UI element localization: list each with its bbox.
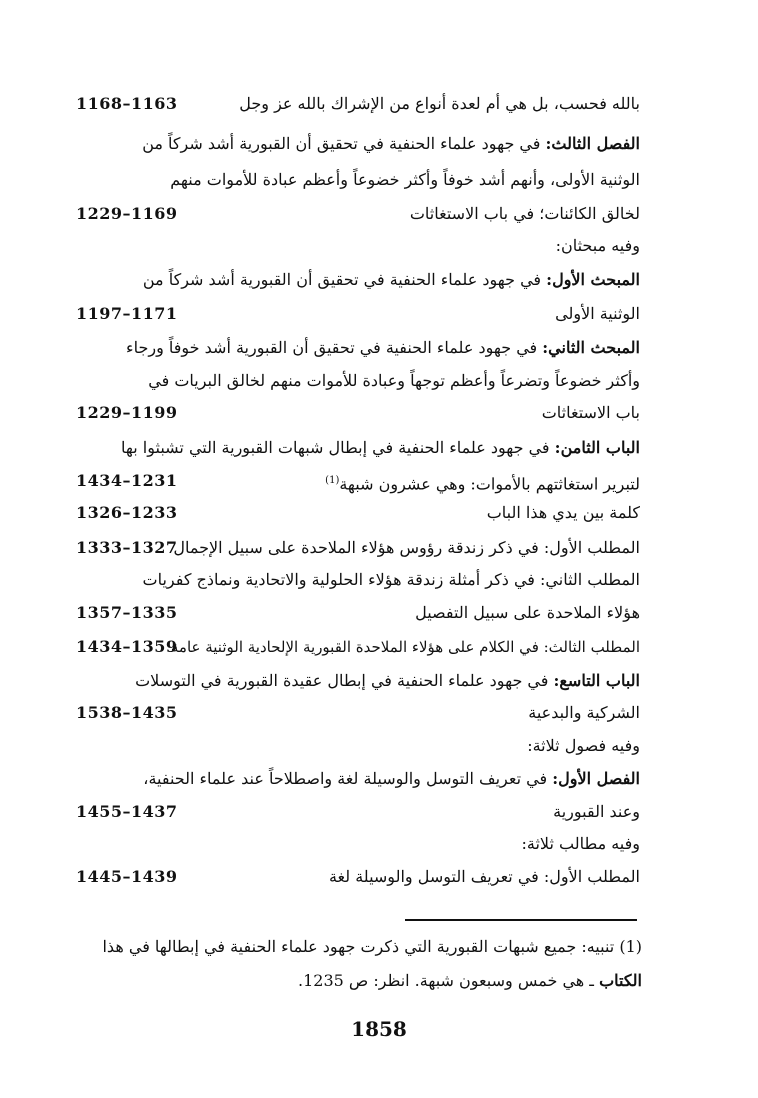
toc-entry — [70, 230, 640, 262]
page-range: 1333–1327 — [76, 538, 178, 557]
page-range: 1229–1169 — [76, 204, 178, 223]
footnote-line — [70, 930, 642, 964]
entry-text: المطلب الثاني: في ذكر أمثلة زندقة هؤلاء الحلولية والاتحادية ونماذج كفريات — [142, 570, 640, 589]
toc-entry — [70, 164, 640, 196]
toc-entry — [70, 597, 640, 629]
toc-entry — [70, 465, 640, 497]
section-label: المبحث الأول: — [546, 270, 640, 289]
toc-entry — [70, 198, 640, 230]
entry-text: كلمة بين يدي هذا الباب — [486, 503, 640, 522]
toc-entry — [70, 497, 640, 529]
page-range: 1434–1359 — [76, 637, 178, 656]
toc-entry — [70, 796, 640, 828]
entry-text: وعند القبورية — [553, 802, 640, 821]
section-label: الباب الثامن: — [554, 438, 640, 457]
page-range: 1434–1231 — [76, 471, 178, 490]
toc-entry — [70, 861, 640, 893]
entry-text: في جهود علماء الحنفية في تحقيق أن القبورية أشد شركاً من — [142, 270, 547, 289]
footnote-marker: (1) — [325, 475, 340, 486]
page-range: 1455–1437 — [76, 802, 178, 821]
toc-entry — [70, 298, 640, 330]
footnote-bold-word: الكتاب — [599, 971, 642, 990]
footnote-line — [70, 964, 642, 998]
entry-text: الوثنية الأولى — [555, 304, 640, 323]
entry-text: باب الاستغاثات — [541, 403, 640, 422]
entry-text: في جهود علماء الحنفية في إبطال عقيدة القبورية في التوسلات — [135, 671, 554, 690]
entry-text: المطلب الأول: في ذكر زندقة رؤوس هؤلاء الملاحدة على سبيل الإجمال — [173, 538, 640, 557]
entry-text: لخالق الكائنات؛ في باب الاستغاثات — [409, 204, 640, 223]
page-range: 1538–1435 — [76, 703, 178, 722]
section-label: الفصل الأول: — [552, 769, 640, 788]
entry-text: في جهود علماء الحنفية في تحقيق أن القبورية أشد شركاً من — [142, 134, 546, 153]
page-range: 1357–1335 — [76, 603, 178, 622]
entry-text: هؤلاء الملاحدة على سبيل التفصيل — [415, 603, 640, 622]
entry-text: في جهود علماء الحنفية في تحقيق أن القبورية أشد خوفاً ورجاء — [126, 338, 543, 357]
entry-text: المطلب الثالث: في الكلام على هؤلاء الملاحدة القبورية الإلحادية الوثنية عامة — [170, 638, 640, 656]
entry-text: المطلب الأول: في تعريف التوسل والوسيلة لغة — [328, 867, 640, 886]
entry-text: وفيه فصول ثلاثة: — [527, 736, 640, 755]
page-range: 1197–1171 — [76, 304, 178, 323]
page-range: 1229–1199 — [76, 403, 178, 422]
toc-entry — [70, 88, 640, 120]
section-label: الباب التاسع: — [553, 671, 640, 690]
section-label: الفصل الثالث: — [545, 134, 640, 153]
entry-text: في تعريف التوسل والوسيلة لغة واصطلاحاً عند علماء الحنفية، — [143, 769, 553, 788]
page-range: 1445–1439 — [76, 867, 178, 886]
page-range: 1326–1233 — [76, 503, 178, 522]
section-label: المبحث الثاني: — [542, 338, 640, 357]
toc-entry — [70, 828, 640, 860]
toc-entry — [70, 763, 640, 795]
entry-text: بالله فحسب، بل هي أم لعدة أنواع من الإشراك بالله عز وجل — [239, 94, 640, 113]
toc-entry — [70, 730, 640, 762]
entry-text: وأكثر خضوعاً وتضرعاً وأعظم توجهاً وعبادة للأموات منهم لخالق البريات في — [148, 371, 640, 390]
toc-entry — [70, 564, 640, 596]
toc-entry — [70, 397, 640, 429]
entry-text: الشركية والبدعية — [528, 703, 640, 722]
entry-text: وفيه مبحثان: — [555, 236, 640, 255]
footnote-text: (1) تنبيه: جميع شبهات القبورية التي ذكرت جهود علماء الحنفية في إبطالها في هذا — [102, 937, 642, 956]
entry-text: وفيه مطالب ثلاثة: — [521, 834, 640, 853]
toc-entry — [70, 697, 640, 729]
page-range: 1168–1163 — [76, 94, 178, 113]
entry-text: الوثنية الأولى، وأنهم أشد خوفاً وأكثر خضوعاً وأعظم عبادة للأموات منهم — [170, 170, 640, 189]
toc-entry — [70, 128, 640, 160]
footnote-divider — [405, 919, 637, 921]
toc-entry — [70, 532, 640, 564]
entry-text: لتبرير استغاثتهم بالأموات: وهي عشرون شبهة — [339, 474, 640, 494]
toc-entry — [70, 264, 640, 296]
entry-text: في جهود علماء الحنفية في إبطال شبهات القبورية التي تشبثوا بها — [121, 438, 555, 457]
page-number: 1858 — [351, 1017, 407, 1041]
toc-entry — [70, 332, 640, 364]
toc-entry — [70, 631, 640, 663]
footnote-text: ـ هي خمس وسبعون شبهة. انظر: ص 1235. — [298, 971, 600, 990]
toc-entry — [70, 365, 640, 397]
toc-entry — [70, 665, 640, 697]
toc-entry — [70, 432, 640, 464]
